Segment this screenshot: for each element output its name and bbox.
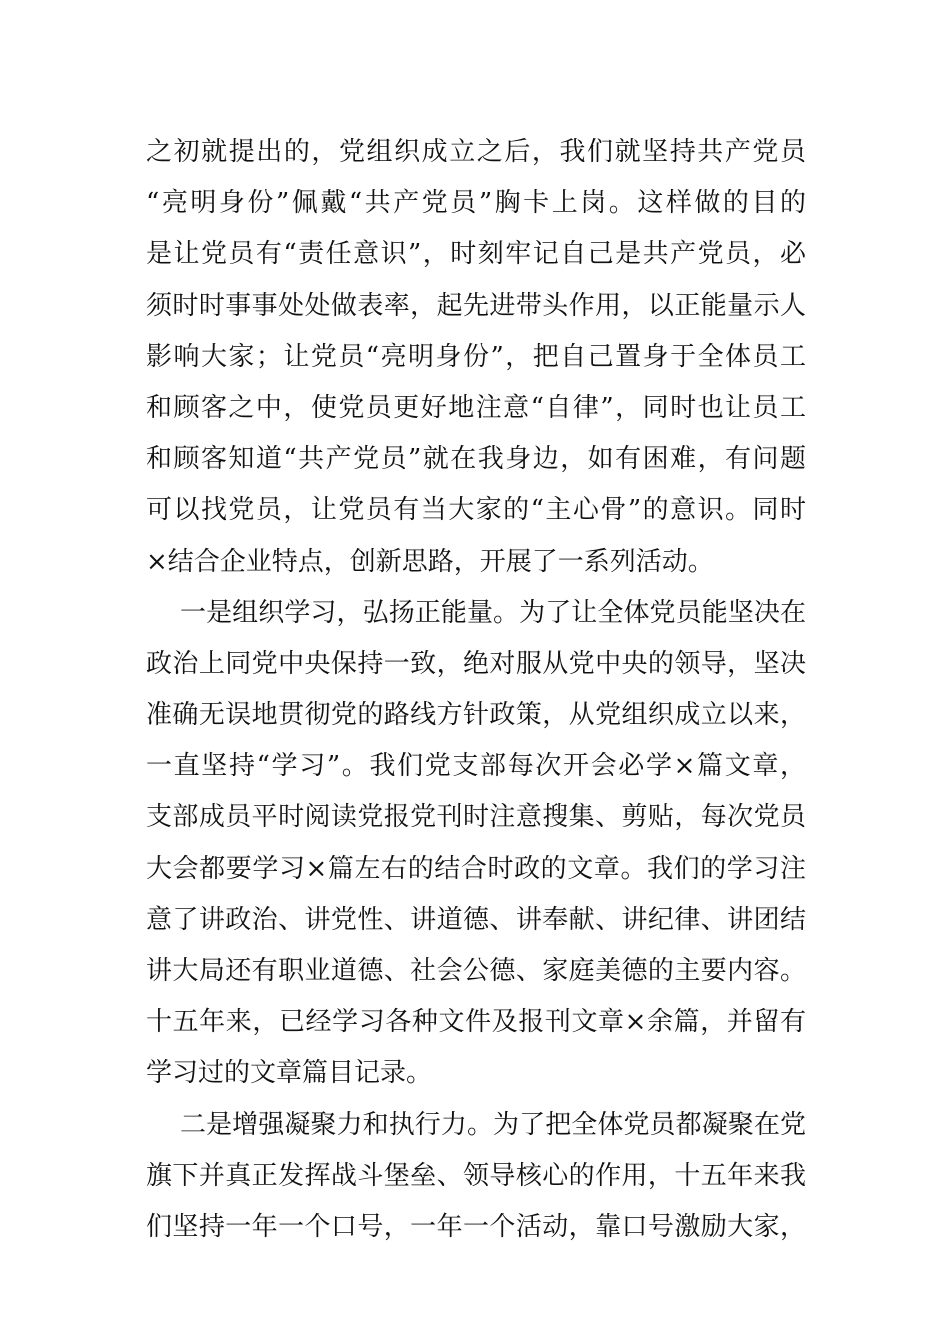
text-line: 和顾客之中，使党员更好地注意“自律”，同时也让员工: [146, 392, 806, 423]
text-line: 讲大局还有职业道德、社会公德、家庭美德的主要内容。: [146, 956, 806, 986]
text-line: “亮明身份”佩戴“共产党员”胸卡上岗。这样做的目的: [146, 188, 806, 219]
text-line: 须时时事事处处做表率，起先进带头作用，以正能量示人: [146, 290, 806, 321]
text-line: 大会都要学习×篇左右的结合时政的文章。我们的学习注: [146, 853, 806, 884]
text-line: 和顾客知道“共产党员”就在我身边，如有困难，有问题: [146, 444, 806, 475]
text-line: 影响大家；让党员“亮明身份”，把自己置身于全体员工: [146, 341, 806, 372]
text-line: 是让党员有“责任意识”，时刻牢记自己是共产党员，必: [146, 239, 806, 270]
text-line: 准确无误地贯彻党的路线方针政策，从党组织成立以来，: [146, 700, 806, 731]
text-line: 一是组织学习，弘扬正能量。为了让全体党员能坚决在: [180, 597, 806, 628]
text-line: 支部成员平时阅读党报党刊时注意搜集、剪贴，每次党员: [146, 802, 806, 833]
text-line: 政治上同党中央保持一致，绝对服从党中央的领导，坚决: [146, 648, 806, 679]
text-line: ×结合企业特点，创新思路，开展了一系列活动。: [146, 546, 714, 577]
document-body: [146, 127, 806, 1253]
paragraph-3: [146, 1100, 806, 1254]
text-line: 意了讲政治、讲党性、讲道德、讲奉献、讲纪律、讲团结: [146, 904, 806, 935]
paragraph-2: [146, 588, 806, 1100]
text-line: 十五年来，已经学习各种文件及报刊文章×余篇，并留有: [146, 1007, 806, 1038]
text-line: 二是增强凝聚力和执行力。为了把全体党员都凝聚在党: [180, 1109, 806, 1140]
text-line: 学习过的文章篇目记录。: [146, 1058, 433, 1089]
text-line: 之初就提出的，党组织成立之后，我们就坚持共产党员: [146, 137, 806, 167]
paragraph-1: [146, 127, 806, 588]
text-line: 们坚持一年一个口号，一年一个活动，靠口号激励大家，: [146, 1211, 806, 1242]
text-line: 旗下并真正发挥战斗堡垒、领导核心的作用，十五年来我: [146, 1160, 806, 1191]
text-line: 可以找党员，让党员有当大家的“主心骨”的意识。同时: [146, 495, 806, 526]
text-line: 一直坚持“学习”。我们党支部每次开会必学×篇文章，: [146, 751, 806, 782]
